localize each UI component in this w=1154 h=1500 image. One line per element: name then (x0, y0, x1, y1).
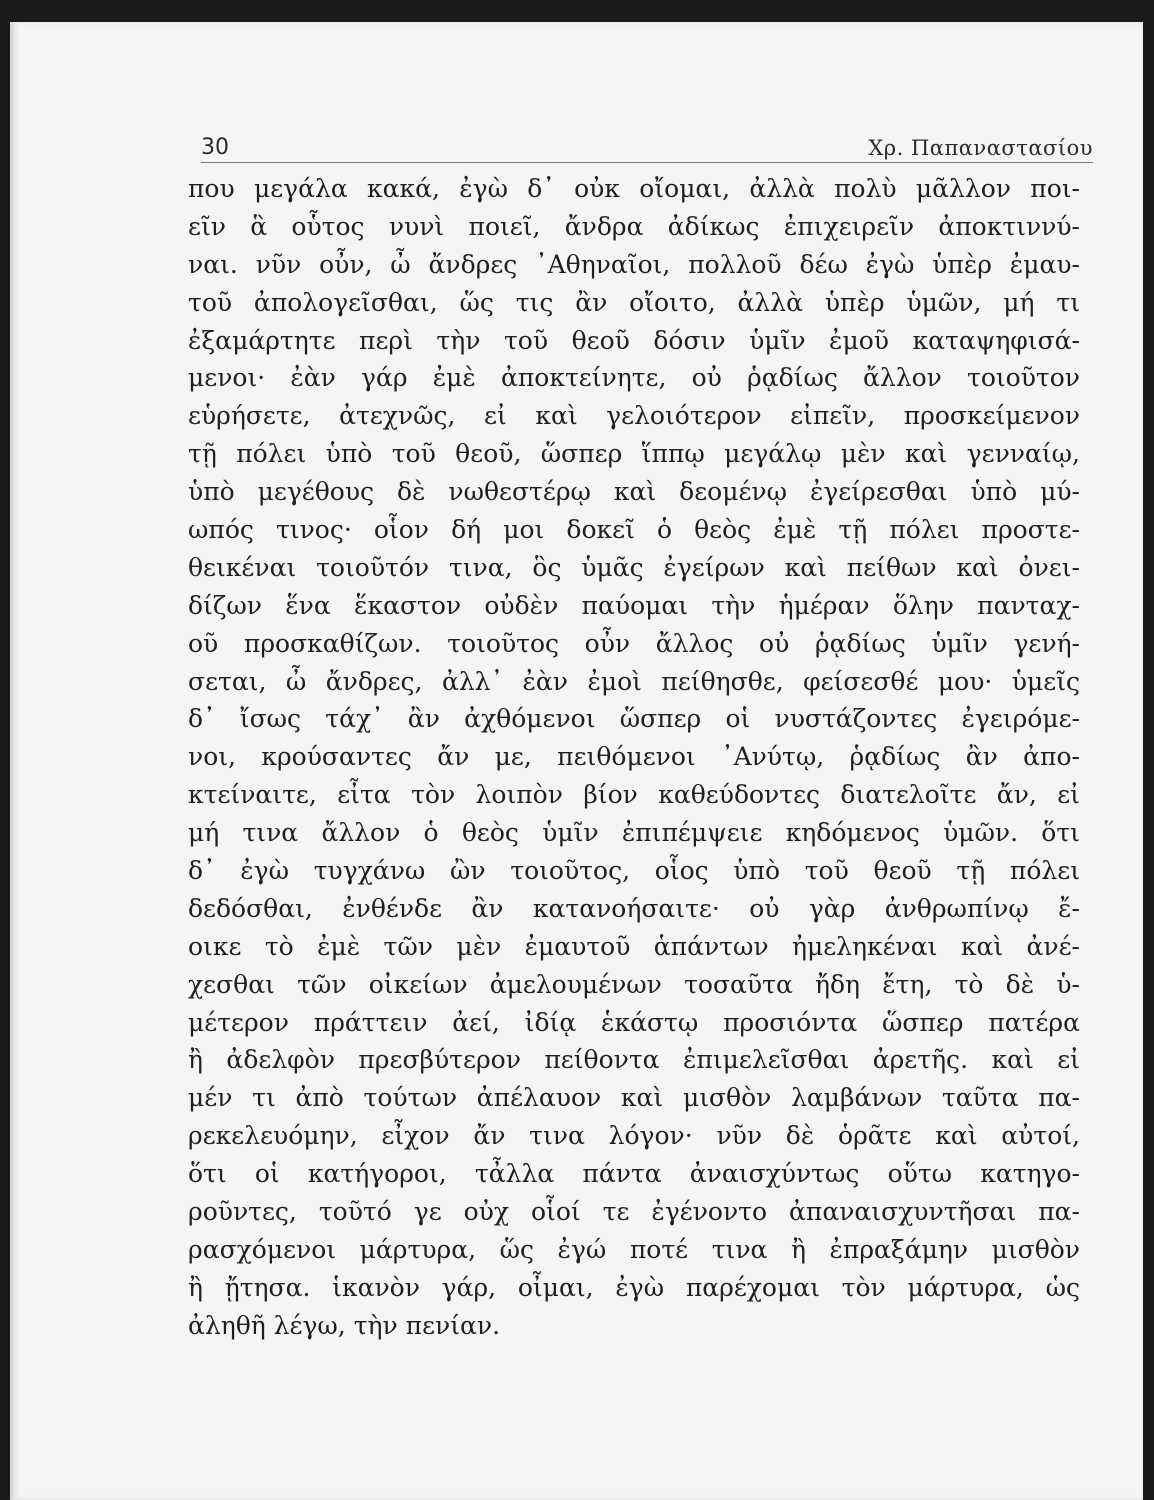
text-line: δ᾽ ἐγὼ τυγχάνω ὢν τοιοῦτος, οἷος ὑπὸ τοῦ θεοῦ τῇ πόλει (188, 856, 1080, 886)
text-line: εῖν ἃ οὗτος νυνὶ ποιεῖ, ἄνδρα ἀδίκως ἐπιχειρεῖν ἀποκτιννύ- (188, 211, 1080, 241)
text-line: θεικέναι τοιοῦτόν τινα, ὃς ὑμᾶς ἐγείρων καὶ πείθων καὶ ὀνει- (188, 552, 1080, 582)
text-line: ἐξαμάρτητε περὶ τὴν τοῦ θεοῦ δόσιν ὑμῖν ἐμοῦ καταψηφισά- (188, 325, 1080, 355)
text-line: ναι. νῦν οὖν, ὦ ἄνδρες ᾿Αθηναῖοι, πολλοῦ δέω ἐγὼ ὑπὲρ ἐμαυ- (188, 249, 1080, 279)
text-line: μή τινα ἄλλον ὁ θεὸς ὑμῖν ἐπιπέμψειε κηδόμενος ὑμῶν. ὅτι (188, 818, 1080, 848)
text-line: ρασχόμενοι μάρτυρα, ὥς ἐγώ ποτέ τινα ἢ ἐπραξάμην μισθὸν (188, 1234, 1080, 1264)
page-number: 30 (201, 135, 229, 160)
text-line: κτείναιτε, εἶτα τὸν λοιπὸν βίον καθεύδοντες διατελοῖτε ἄν, εἰ (188, 780, 1080, 810)
text-line: ροῦντες, τοῦτό γε οὐχ οἷοί τε ἐγένοντο ἀπαναισχυντῆσαι πα- (188, 1197, 1080, 1227)
text-line: δίζων ἕνα ἕκαστον οὐδὲν παύομαι τὴν ἡμέραν ὅλην πανταχ- (188, 590, 1080, 620)
text-line: μέτερον πράττειν ἀεί, ἰδίᾳ ἑκάστῳ προσιόντα ὥσπερ πατέρα (188, 1007, 1080, 1037)
text-line: χεσθαι τῶν οἰκείων ἀμελουμένων τοσαῦτα ἤδη ἔτη, τὸ δὲ ὑ- (188, 969, 1080, 999)
text-line: σεται, ὦ ἄνδρες, ἀλλ᾽ ἐὰν ἐμοὶ πείθησθε, φείσεσθέ μου· ὑμεῖς (188, 666, 1080, 696)
text-line: που μεγάλα κακά, ἐγὼ δ᾽ οὐκ οἴομαι, ἀλλὰ πολὺ μᾶλλον ποι- (188, 174, 1080, 203)
text-line: ἢ ᾔτησα. ἱκανὸν γάρ, οἶμαι, ἐγὼ παρέχομαι τὸν μάρτυρα, ὡς (188, 1272, 1080, 1302)
page-header (201, 128, 1093, 163)
text-line: μενοι· ἐὰν γάρ ἐμὲ ἀποκτείνητε, οὐ ῥᾳδίως ἄλλον τοιοῦτον (188, 363, 1080, 393)
text-line: δ᾽ ἴσως τάχ᾽ ἂν ἀχθόμενοι ὥσπερ οἱ νυστάζοντες ἐγειρόμε- (188, 704, 1080, 734)
text-line: ἢ ἀδελφὸν πρεσβύτερον πείθοντα ἐπιμελεῖσθαι ἀρετῆς. καὶ εἰ (188, 1045, 1080, 1075)
text-line: τῇ πόλει ὑπὸ τοῦ θεοῦ, ὥσπερ ἵππῳ μεγάλῳ μὲν καὶ γενναίῳ, (188, 439, 1080, 469)
text-line: ὅτι οἱ κατήγοροι, τἆλλα πάντα ἀναισχύντως οὕτω κατηγο- (188, 1159, 1080, 1189)
body-text (188, 170, 1080, 1345)
text-line: οικε τὸ ἐμὲ τῶν μὲν ἐμαυτοῦ ἁπάντων ἠμεληκέναι καὶ ἀνέ- (188, 931, 1080, 961)
text-line: δεδόσθαι, ἐνθένδε ἂν κατανοήσαιτε· οὐ γὰρ ἀνθρωπίνῳ ἔ- (188, 893, 1080, 923)
text-line: ωπός τινος· οἷον δή μοι δοκεῖ ὁ θεὸς ἐμὲ τῇ πόλει προστε- (188, 515, 1080, 545)
text-line: οῦ προσκαθίζων. τοιοῦτος οὖν ἄλλος οὐ ῥᾳδίως ὑμῖν γενή- (188, 628, 1080, 658)
text-line: ρεκελευόμην, εἶχον ἄν τινα λόγον· νῦν δὲ ὁρᾶτε καὶ αὐτοί, (188, 1121, 1080, 1151)
text-line: μέν τι ἀπὸ τούτων ἀπέλαυον καὶ μισθὸν λαμβάνων ταῦτα πα- (188, 1083, 1080, 1113)
text-line: ὑπὸ μεγέθους δὲ νωθεστέρῳ καὶ δεομένῳ ἐγείρεσθαι ὑπὸ μύ- (188, 477, 1080, 507)
text-line: εὑρήσετε, ἀτεχνῶς, εἰ καὶ γελοιότερον εἰπεῖν, προσκείμενον (188, 401, 1080, 431)
text-line: νοι, κρούσαντες ἄν με, πειθόμενοι ᾿Ανύτῳ, ῥᾳδίως ἂν ἀπο- (188, 742, 1080, 772)
text-line-last: ἀληθῆ λέγω, τὴν πενίαν. (188, 1310, 501, 1340)
running-head: Χρ. Παπαναστασίου (868, 136, 1093, 160)
text-line: τοῦ ἀπολογεῖσθαι, ὥς τις ἂν οἴοιτο, ἀλλὰ ὑπὲρ ὑμῶν, μή τι (188, 287, 1080, 317)
